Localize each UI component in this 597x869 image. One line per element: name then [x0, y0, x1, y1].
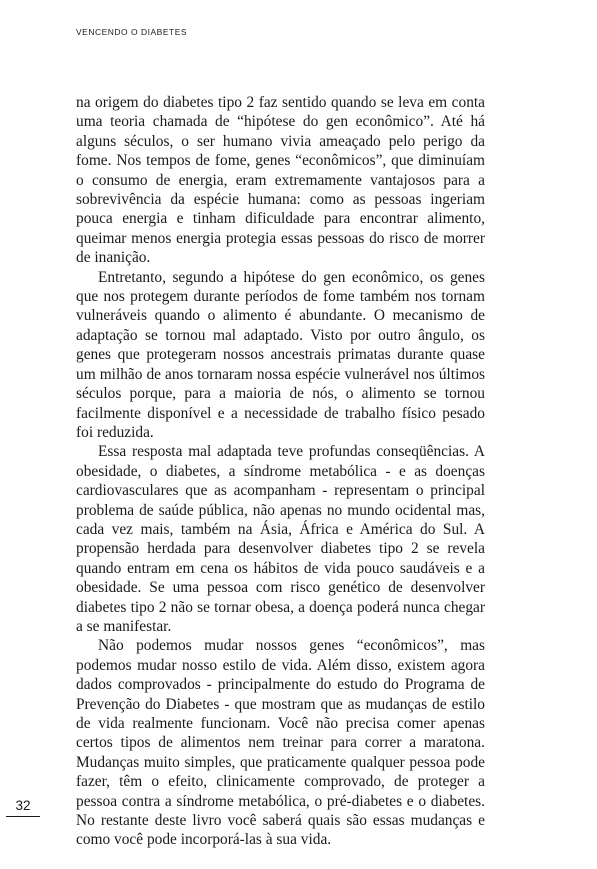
folio — [6, 798, 40, 817]
folio-rule — [6, 816, 40, 817]
paragraph: na origem do diabetes tipo 2 faz sentido quando se leva em conta uma teoria chamada de “hipótese do gen econômico”. Até há alguns séculos, o ser humano vivia ameaçado pelo perigo da fome. Nos tempos de fome, genes “econômicos”, que diminuíam o consumo de energia, eram extremamente vantajosos para a sobrevivência da espécie humana: como as pessoas ingeriam pouca energia e tinham dificuldade para encontrar alimento, queimar menos energia protegia essas pessoas do risco de morrer de inanição. — [76, 94, 485, 267]
paragraph: Entretanto, segundo a hipótese do gen econômico, os genes que nos protegem durante períodos de fome também nos tornam vulneráveis quando o alimento é abundante. O mecanismo de adaptação se tornou mal adaptado. Visto por outro ângulo, os genes que protegeram nossos ancestrais primatas durante quase um milhão de anos tornaram nossa espécie vulnerável nos últimos séculos porque, para a maioria de nós, o alimento se tornou facilmente disponível e a necessidade de trabalho físico pesado foi reduzida. — [76, 268, 485, 441]
running-head: VENCENDO O DIABETES — [76, 27, 188, 37]
paragraph: Essa resposta mal adaptada teve profundas conseqüências. A obesidade, o diabetes, a síndrome metabólica - e as doenças cardiovasculares que as acompanham - representam o principal problema de saúde pública, não apenas no mundo ocidental mas, cada vez mais, também na Ásia, África e América do Sul. A propensão herdada para desenvolver diabetes tipo 2 se revela quando entram em cena os hábitos de vida pouco saudáveis e a obesidade. Se uma pessoa com risco genético de desenvolver diabetes tipo 2 não se tornar obesa, a doença poderá nunca chegar a se manifestar. — [76, 443, 485, 635]
paragraph: Não podemos mudar nossos genes “econômicos”, mas podemos mudar nosso estilo de vida. Além disso, existem agora dados comprovados - principalmente do estudo do Programa de Prevenção do Diabetes - que mostram que as mudanças de estilo de vida realmente funcionam. Você não precisa comer apenas certos tipos de alimentos nem treinar para correr a maratona. Mudanças muito simples, que praticamente qualquer pessoa pode fazer, têm o efeito, clinicamente comprovado, de proteger a pessoa contra a síndrome metabólica, o pré-diabetes e o diabetes. No restante deste livro você saberá quais são essas mudanças e como você pode incorporá-las à sua vida. — [76, 637, 485, 849]
body-text — [76, 93, 485, 850]
page-number: 32 — [15, 798, 31, 813]
